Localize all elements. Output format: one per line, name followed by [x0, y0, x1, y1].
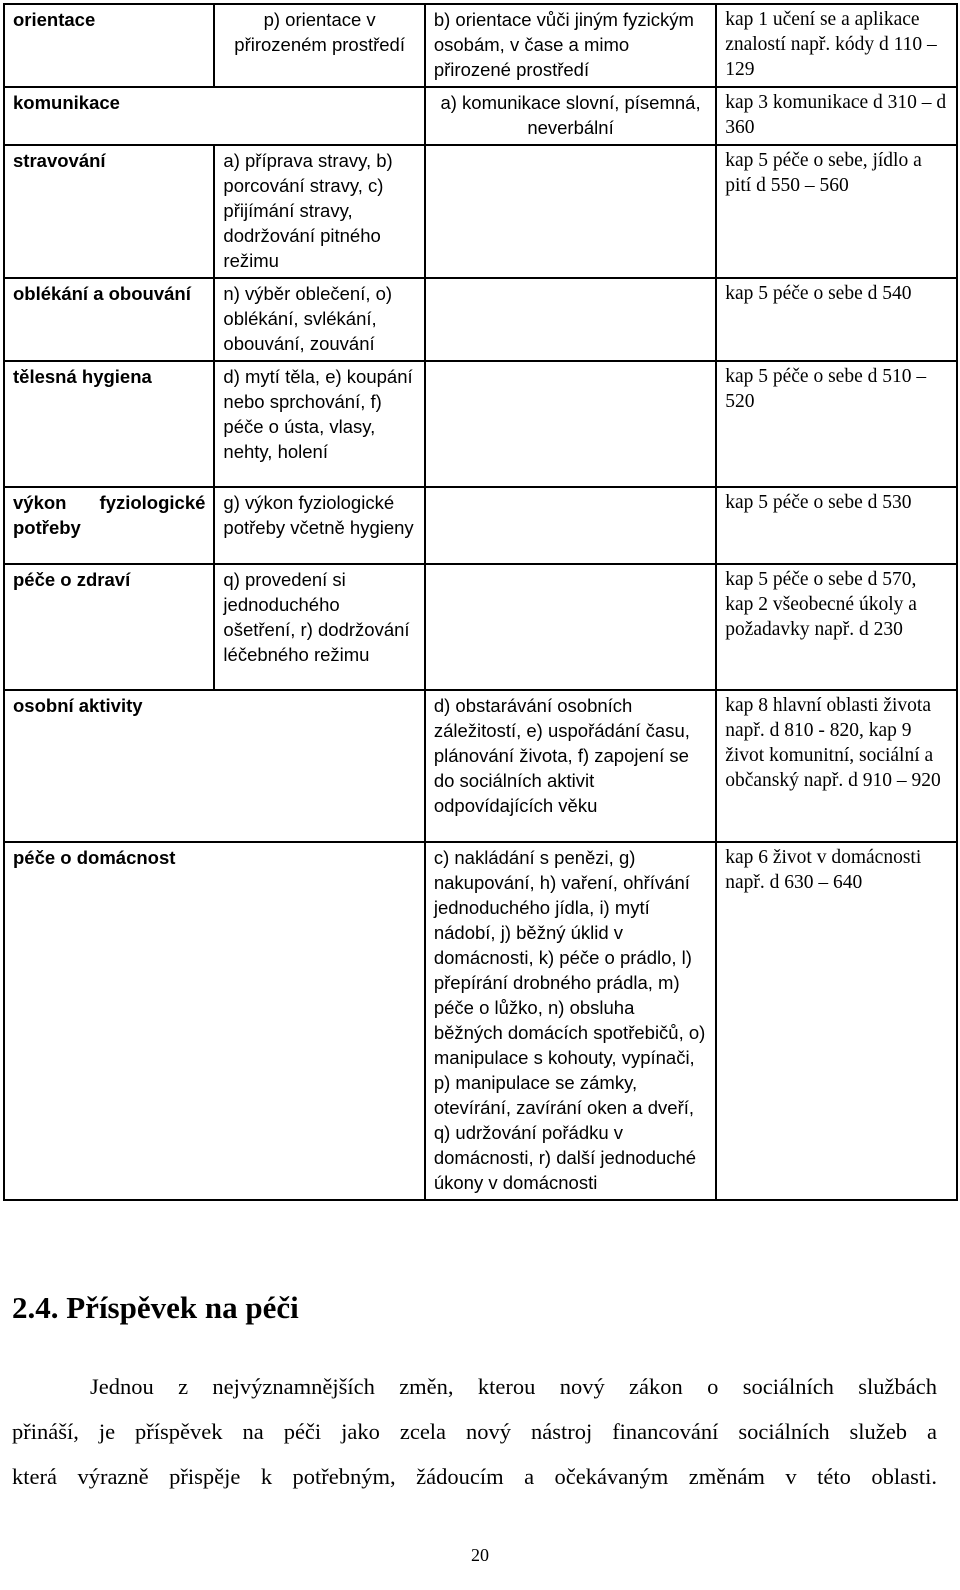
paragraph-line: přináší, je příspěvek na péči jako zcela nový nástroj financování sociálních služeb a [12, 1419, 937, 1444]
other-cell: d) obstarávání osobních záležitostí, e) uspořádání času, plánování života, f) zapojení se do sociálních aktivit odpovídajících věku [425, 690, 716, 842]
table-row [4, 361, 957, 487]
area-cell: orientace [4, 4, 214, 87]
table-row [4, 564, 957, 690]
other-cell: b) orientace vůči jiným fyzickým osobám, v čase a mimo přirozené prostředí [425, 4, 716, 87]
activities-cell: a) příprava stravy, b) porcování stravy, c) přijímání stravy, dodržování pitného režimu [214, 145, 424, 278]
icf-cell: kap 3 komunikace d 310 – d 360 [716, 87, 957, 145]
table-row [4, 487, 957, 564]
icf-cell: kap 6 život v domácnosti např. d 630 – 640 [716, 842, 957, 1200]
table-row [4, 690, 957, 842]
icf-cell: kap 5 péče o sebe d 530 [716, 487, 957, 564]
body-paragraph [12, 1364, 937, 1499]
table-row [4, 842, 957, 1200]
area-cell: osobní aktivity [4, 690, 425, 842]
icf-cell: kap 5 péče o sebe d 570, kap 2 všeobecné úkoly a požadavky např. d 230 [716, 564, 957, 690]
area-cell: výkon fyziologické potřeby [4, 487, 214, 564]
activities-cell: n) výběr oblečení, o) oblékání, svlékání, obouvání, zouvání [214, 278, 424, 361]
area-cell: stravování [4, 145, 214, 278]
icf-cell: kap 5 péče o sebe, jídlo a pití d 550 – 560 [716, 145, 957, 278]
icf-cell: kap 1 učení se a aplikace znalostí např. kódy d 110 – 129 [716, 4, 957, 87]
area-cell: péče o domácnost [4, 842, 425, 1200]
table-row [4, 4, 957, 87]
area-cell: komunikace [4, 87, 425, 145]
other-cell: c) nakládání s penězi, g) nakupování, h) vaření, ohřívání jednoduchého jídla, i) mytí nádobí, j) běžný úklid v domácnosti, k) péče o prádlo, l) přepírání drobného prádla, m) péče o lůžko, n) obsluha běžných domácích spotřebičů, o) manipulace s kohouty, vypínači, p) manipulace se zámky, otevírání, zavírání oken a dveří, q) udržování pořádku v domácnosti, r) další jednoduché úkony v domácnosti [425, 842, 716, 1200]
section-heading: 2.4. Příspěvek na péči [12, 1290, 299, 1325]
activities-cell: q) provedení si jednoduchého ošetření, r) dodržování léčebného režimu [214, 564, 424, 690]
area-cell: oblékání a obouvání [4, 278, 214, 361]
icf-cell: kap 5 péče o sebe d 510 – 520 [716, 361, 957, 487]
other-cell [425, 278, 716, 361]
activities-cell: p) orientace v přirozeném prostředí [214, 4, 424, 87]
icf-cell: kap 5 péče o sebe d 540 [716, 278, 957, 361]
page-number: 20 [471, 1545, 489, 1565]
other-cell [425, 487, 716, 564]
icf-cell: kap 8 hlavní oblasti života např. d 810 - 820, kap 9 život komunitní, sociální a občanský např. d 910 – 920 [716, 690, 957, 842]
table-row [4, 278, 957, 361]
area-cell: péče o zdraví [4, 564, 214, 690]
paragraph-line: Jednou z nejvýznamnějších změn, kterou nový zákon o sociálních službách [90, 1374, 937, 1399]
area-cell: tělesná hygiena [4, 361, 214, 487]
activities-cell: d) mytí těla, e) koupání nebo sprchování, f) péče o ústa, vlasy, nehty, holení [214, 361, 424, 487]
other-cell: a) komunikace slovní, písemná, neverbální [425, 87, 716, 145]
paragraph-line: která výrazně přispěje k potřebným, žádoucím a očekávaným změnám v této oblasti. [12, 1464, 937, 1489]
other-cell [425, 145, 716, 278]
other-cell [425, 564, 716, 690]
activities-cell: g) výkon fyziologické potřeby včetně hygieny [214, 487, 424, 564]
other-cell [425, 361, 716, 487]
care-needs-table [3, 3, 958, 1201]
table-row [4, 87, 957, 145]
table-row [4, 145, 957, 278]
